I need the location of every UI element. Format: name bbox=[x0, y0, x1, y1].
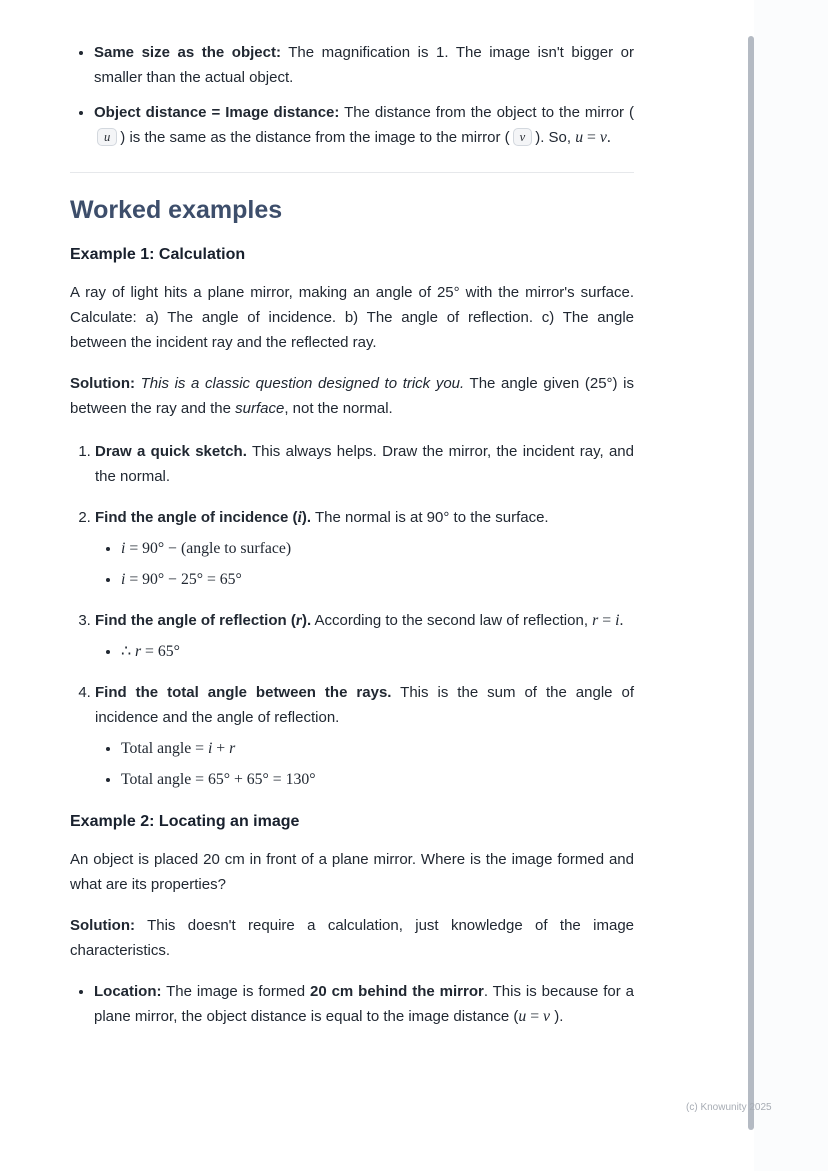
step-item-1 bbox=[95, 439, 634, 489]
step-item-4 bbox=[95, 680, 634, 792]
bullet-text: The magnification is 1. The image isn't bigger or smaller than the actual object. bbox=[94, 44, 634, 86]
list-item bbox=[94, 979, 634, 1029]
bullet-text: The distance from the object to the mirror ( bbox=[339, 104, 635, 121]
math-text: = 65° bbox=[141, 643, 180, 660]
math-variable: i bbox=[297, 509, 302, 526]
inline-code-chip-u bbox=[97, 128, 117, 146]
paragraph: An object is placed 20 cm in front of a plane mirror. Where is the image formed and what are its properties? bbox=[70, 851, 634, 893]
math-text: = bbox=[583, 129, 600, 146]
math-line bbox=[121, 640, 634, 664]
steps-list bbox=[70, 439, 634, 792]
bullet-text: ) is the same as the distance from the image to the mirror ( bbox=[120, 129, 510, 146]
content-column bbox=[70, 36, 634, 1039]
list-item bbox=[94, 100, 634, 150]
paragraph-text: This doesn't require a calculation, just knowledge of the image characteristics. bbox=[70, 917, 634, 959]
math-list bbox=[95, 537, 634, 592]
math-variable: v bbox=[599, 129, 607, 146]
step-text: The normal is at 90° to the surface. bbox=[311, 509, 549, 526]
step-text: According to the second law of reflection, bbox=[311, 612, 593, 629]
math-variable: i bbox=[121, 540, 126, 557]
scrollbar-thumb[interactable] bbox=[748, 36, 754, 1130]
section-divider bbox=[70, 172, 634, 173]
step-lead-bold: Find the angle of reflection ( bbox=[95, 612, 296, 629]
italic-text: This is a classic question designed to trick you. bbox=[134, 375, 465, 392]
italic-text: surface bbox=[235, 400, 285, 417]
math-variable: r bbox=[592, 612, 599, 629]
math-variable: r bbox=[229, 740, 236, 757]
math-variable: u bbox=[104, 130, 111, 144]
math-text: 65° + 65° = 130° bbox=[207, 771, 316, 788]
math-text: ∴ bbox=[121, 643, 135, 660]
step-lead-bold: Find the angle of incidence ( bbox=[95, 509, 298, 526]
paragraph: A ray of light hits a plane mirror, making an angle of 25° with the mirror's surface. Calculate: a) The angle of incidence. b) The angle of reflection. c) The angle between the incident ray and the reflected ray. bbox=[70, 284, 634, 351]
bullet-lead-bold: Location: bbox=[94, 983, 162, 1000]
math-line bbox=[121, 768, 634, 792]
step-text: This is the sum of the angle of incidence and the angle of reflection. bbox=[95, 684, 634, 726]
math-line bbox=[121, 568, 634, 592]
right-gutter bbox=[754, 0, 828, 1171]
math-variable: r bbox=[134, 643, 142, 660]
math-text: + bbox=[212, 740, 230, 757]
properties-bullet-list bbox=[70, 979, 634, 1029]
math-variable: i bbox=[207, 740, 213, 757]
solution-label: Solution: bbox=[70, 917, 135, 934]
step-lead-bold: Draw a quick sketch. bbox=[95, 443, 247, 460]
math-variable: u bbox=[575, 129, 584, 146]
solution-paragraph bbox=[70, 913, 634, 963]
math-line bbox=[121, 537, 634, 561]
watermark: (c) Knowunity 2025 bbox=[686, 1102, 772, 1113]
bullet-text: . This is because for a plane mirror, the object distance is equal to the image distance ( bbox=[94, 983, 635, 1025]
step-lead-bold: Find the total angle between the rays. bbox=[95, 684, 392, 701]
step-item-3 bbox=[95, 608, 634, 664]
bullet-text: ). So, bbox=[535, 129, 576, 146]
list-item bbox=[94, 40, 634, 90]
math-variable: v bbox=[519, 130, 526, 144]
step-lead-bold: ). bbox=[301, 612, 312, 629]
example2-title: Example 2: Locating an image bbox=[70, 813, 300, 830]
solution-label: Solution: bbox=[70, 375, 135, 392]
math-list bbox=[95, 737, 634, 792]
math-text: . bbox=[619, 612, 624, 629]
math-text: Total angle = bbox=[121, 740, 208, 757]
bullet-text: ). bbox=[550, 1008, 564, 1025]
math-variable: i bbox=[615, 612, 620, 629]
paragraph-text: The angle given (25°) is between the ray and the bbox=[70, 375, 635, 417]
intro-bullet-list bbox=[70, 40, 634, 150]
math-variable: u bbox=[518, 1008, 527, 1025]
step-item-2 bbox=[95, 505, 634, 592]
math-variable: v bbox=[543, 1008, 551, 1025]
math-text: Total angle = bbox=[121, 771, 208, 788]
math-text: = 90° − 25° = 65° bbox=[125, 571, 242, 588]
bullet-lead-bold: Same size as the object: bbox=[94, 44, 281, 61]
inline-code-chip-v bbox=[513, 128, 533, 146]
bullet-text: The image is formed bbox=[161, 983, 310, 1000]
page-title: Worked examples bbox=[70, 196, 283, 224]
math-text: = bbox=[526, 1008, 544, 1025]
math-text: = 90° − (angle to surface) bbox=[125, 540, 292, 557]
math-list bbox=[95, 640, 634, 664]
math-line bbox=[121, 737, 634, 761]
math-variable: r bbox=[295, 612, 302, 629]
step-lead-bold: ). bbox=[301, 509, 312, 526]
solution-paragraph bbox=[70, 371, 634, 421]
math-variable: i bbox=[121, 571, 126, 588]
step-text: This always helps. Draw the mirror, the incident ray, and the normal. bbox=[95, 443, 634, 485]
bullet-lead-bold: Object distance = Image distance: bbox=[94, 104, 340, 121]
math-text: . bbox=[606, 129, 611, 146]
example1-title: Example 1: Calculation bbox=[70, 246, 246, 263]
math-text: = bbox=[598, 612, 616, 629]
bold-text: 20 cm behind the mirror bbox=[310, 983, 484, 1000]
paragraph-text: , not the normal. bbox=[284, 400, 393, 417]
